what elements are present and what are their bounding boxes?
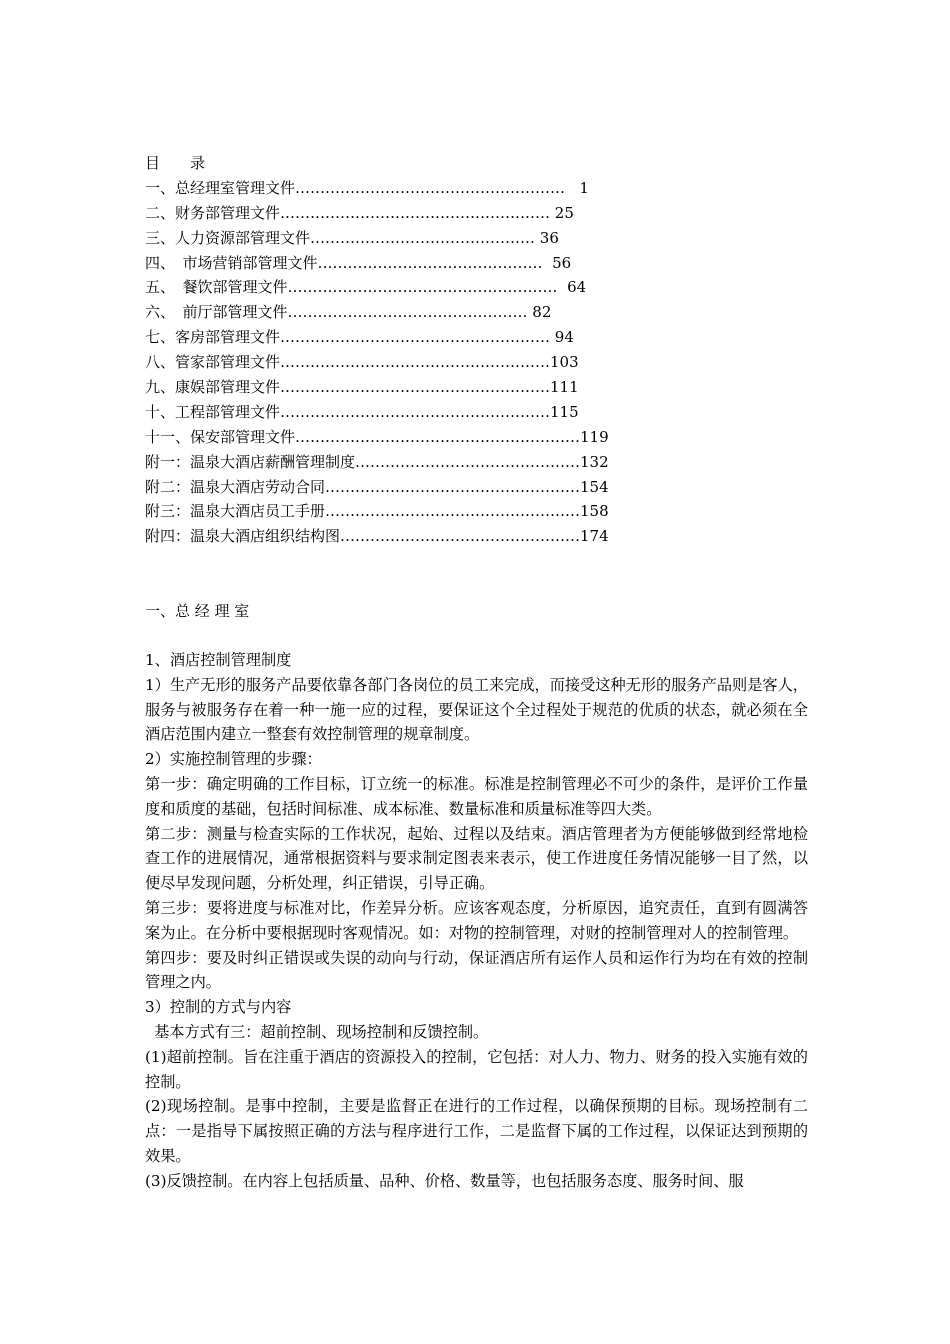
toc-entry[interactable] xyxy=(145,251,635,276)
toc-entry[interactable] xyxy=(145,450,635,475)
toc-entry[interactable] xyxy=(145,499,635,524)
toc-entry[interactable] xyxy=(145,425,635,450)
toc-entry-label: 九、康娱部管理文件 xyxy=(145,378,281,397)
toc-entry[interactable] xyxy=(145,524,635,549)
toc-entry-label: 三、人力资源部管理文件 xyxy=(145,228,311,247)
toc-entry-dots: ……………………………………………… xyxy=(280,203,551,222)
toc-entry-page: 132 xyxy=(580,452,609,471)
paragraph: 第二步：测量与检查实际的工作状况，起始、过程以及结束。酒店管理者为方便能够做到经常地检查工作的进展情况，通常根据资料与要求制定图表来表示，使工作进度任务情况能够一目了然，以便尽早发现问题，分析处理，纠正错误，引导正确。 xyxy=(145,824,808,893)
toc-entry-dots: ……………………………………………… xyxy=(280,402,551,421)
toc-entry-dots: ………………………………………………… xyxy=(295,427,581,446)
toc-entry-label: 附三：温泉大酒店员工手册 xyxy=(145,502,326,521)
toc-entry-page: 119 xyxy=(580,427,609,446)
toc-entry-page: 1 xyxy=(579,178,589,197)
toc-entry-label: 五、 餐饮部管理文件 xyxy=(145,278,288,297)
toc-entry-page: 115 xyxy=(550,402,579,421)
toc-entry-page: 158 xyxy=(580,502,609,521)
toc-entry[interactable] xyxy=(145,400,635,425)
toc-entry-page: 94 xyxy=(554,328,574,347)
toc-entry-dots: ……………………………………………… xyxy=(280,353,551,372)
paragraph: 基本方式有三：超前控制、现场控制和反馈控制。 xyxy=(154,1022,489,1041)
paragraph: 第四步：要及时纠正错误或失误的动向与行动，保证酒店所有运作人员和运作行为均在有效的控制管理之内。 xyxy=(145,948,808,992)
paragraph: (3)反馈控制。在内容上包括质量、品种、价格、数量等，也包括服务态度、服务时间、服 xyxy=(145,1171,744,1190)
toc-entry[interactable] xyxy=(145,325,635,350)
toc-entry-label: 一、总经理室管理文件 xyxy=(145,178,296,197)
toc-entry-label: 十一、保安部管理文件 xyxy=(145,427,296,446)
toc-entry-dots: …………………………………………… xyxy=(325,502,581,521)
toc-entry-page: 64 xyxy=(567,278,587,297)
paragraph: 1、酒店控制管理制度 xyxy=(145,651,292,669)
toc-entry-dots: ……………………………………………… xyxy=(287,278,558,297)
paragraph: 第一步：确定明确的工作目标，订立统一的标准。标准是控制管理必不可少的条件，是评价工作量度和质度的基础，包括时间标准、成本标准、数量标准和质量标准等四大类。 xyxy=(145,774,808,818)
toc-entry[interactable] xyxy=(145,475,635,500)
toc-entry-dots: …………………………………………… xyxy=(325,477,581,496)
table-of-contents xyxy=(145,151,635,549)
section-title: 一、总 经 理 室 xyxy=(145,602,250,620)
toc-entry-dots: ………………………………………… xyxy=(340,527,581,546)
paragraph: 第三步：要将进度与标准对比，作差异分析。应该客观态度，分析原因，追究责任，直到有圆满答案为止。在分析中要根据现时客观情况。如：对物的控制管理，对财的控制管理对人的控制管理。 xyxy=(145,898,808,942)
toc-entry-page: 111 xyxy=(550,378,579,397)
toc-entry-dots: ……………………………………… xyxy=(317,253,543,272)
paragraph: 1）生产无形的服务产品要依靠各部门各岗位的员工来完成，而接受这种无形的服务产品则是客人，服务与被服务存在着一种一施一应的过程，要保证这个全过程处于规范的优质的状态，就必须在全酒店范围内建立一整套有效控制管理的规章制度。 xyxy=(145,675,808,744)
toc-entry-dots: ……………………………………………… xyxy=(280,328,551,347)
toc-entry-dots: ………………………………………… xyxy=(287,303,528,322)
paragraph: 2）实施控制管理的步骤： xyxy=(145,750,322,769)
toc-entry-gap xyxy=(565,179,579,197)
paragraph: (1)超前控制。旨在注重于酒店的资源投入的控制，它包括：对人力、物力、财务的投入实施有效的控制。 xyxy=(145,1047,808,1091)
toc-entry-page: 154 xyxy=(580,477,609,496)
toc-entry-label: 四、 市场营销部管理文件 xyxy=(145,253,318,272)
toc-entry-label: 附四：温泉大酒店组织结构图 xyxy=(145,527,341,546)
toc-entry-label: 七、客房部管理文件 xyxy=(145,328,281,347)
toc-entry[interactable] xyxy=(145,300,635,325)
toc-entry-page: 82 xyxy=(532,303,552,322)
document-body xyxy=(145,648,808,1194)
toc-entry-page: 103 xyxy=(550,353,579,372)
toc-entry-page: 25 xyxy=(554,203,574,222)
toc-entry-page: 36 xyxy=(539,228,559,247)
toc-entry-label: 八、管家部管理文件 xyxy=(145,353,281,372)
toc-entry[interactable] xyxy=(145,226,635,251)
toc-entry-dots: ……………………………………… xyxy=(355,452,581,471)
toc-entry[interactable] xyxy=(145,176,635,201)
toc-entry-label: 附二：温泉大酒店劳动合同 xyxy=(145,477,326,496)
toc-entry-dots: ……………………………………………… xyxy=(280,378,551,397)
toc-entry-gap xyxy=(543,254,553,272)
toc-entry-label: 六、 前厅部管理文件 xyxy=(145,303,288,322)
toc-entry-gap xyxy=(558,278,568,296)
paragraph: 3）控制的方式与内容 xyxy=(145,998,292,1017)
toc-entry[interactable] xyxy=(145,375,635,400)
toc-entry[interactable] xyxy=(145,201,635,226)
toc-entry[interactable] xyxy=(145,350,635,375)
toc-entry-dots: ……………………………………… xyxy=(310,228,536,247)
paragraph: (2)现场控制。是事中控制，主要是监督正在进行的工作过程，以确保预期的目标。现场控制有二点：一是指导下属按照正确的方法与程序进行工作，二是监督下属的工作过程，以保证达到预期的效果。 xyxy=(145,1097,808,1165)
toc-entry-label: 十、工程部管理文件 xyxy=(145,402,281,421)
toc-entry-dots: ……………………………………………… xyxy=(295,178,566,197)
toc-entry-label: 二、财务部管理文件 xyxy=(145,203,281,222)
toc-entry-label: 附一：温泉大酒店薪酬管理制度 xyxy=(145,452,356,471)
toc-heading: 目 录 xyxy=(145,154,206,172)
toc-entry-page: 174 xyxy=(580,527,609,546)
toc-entry[interactable] xyxy=(145,275,635,300)
toc-entry-page: 56 xyxy=(552,253,572,272)
